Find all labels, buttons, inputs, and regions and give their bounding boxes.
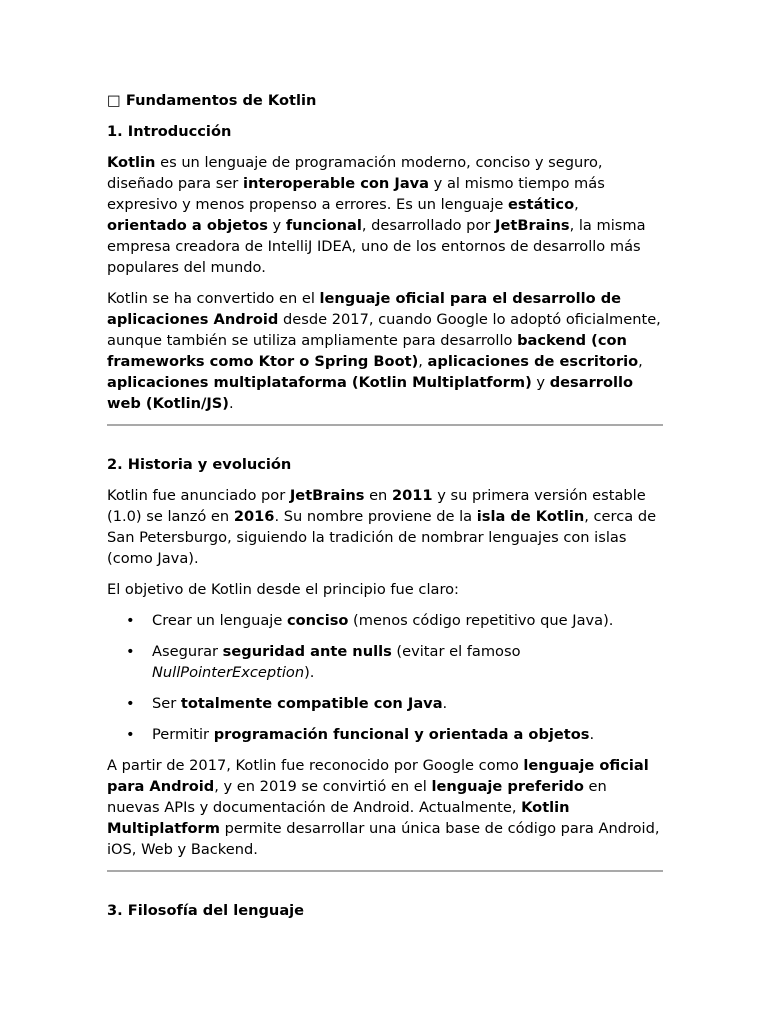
bullet-icon: • <box>126 726 135 743</box>
list-item: • Asegurar seguridad ante nulls (evitar el famoso NullPointerException). <box>126 643 521 681</box>
section-heading-introduccion: 1. Introducción <box>107 123 232 140</box>
document-title <box>107 90 663 111</box>
paragraph: El objetivo de Kotlin desde el principio fue claro: <box>107 581 459 598</box>
document-content <box>107 90 663 931</box>
list-item: • Permitir programación funcional y orientada a objetos. <box>126 726 595 743</box>
section-divider <box>107 424 663 426</box>
paragraph: A partir de 2017, Kotlin fue reconocido por Google como lenguaje oficial para Android, y en 2019 se convirtió en el lenguaje preferido en nuevas APIs y documentación de Android. Actualmente, Kotlin Multiplatform permite desarrollar una única base de código para Android, iOS, Web y Backend. <box>107 757 660 858</box>
paragraph: Kotlin se ha convertido en el lenguaje oficial para el desarrollo de aplicaciones Android desde 2017, cuando Google lo adoptó oficialmente, aunque también se utiliza ampliamente para desarrollo backend (con frameworks como Ktor o Spring Boot), aplicaciones de escritorio, aplicaciones multiplataforma (Kotlin Multiplatform) y desarrollo web (Kotlin/JS). <box>107 290 661 412</box>
paragraph: Kotlin fue anunciado por JetBrains en 2011 y su primera versión estable (1.0) se lanzó en 2016. Su nombre proviene de la isla de Kotlin, cerca de San Petersburgo, siguiendo la tradición de nombrar lenguajes con islas (como Java). <box>107 487 657 567</box>
paragraph: Kotlin es un lenguaje de programación moderno, conciso y seguro, diseñado para ser interoperable con Java y al mismo tiempo más expresivo y menos propenso a errores. Es un lenguaje estático, orientado a objetos y funcional, desarrollado por JetBrains, la misma empresa creadora de IntelliJ IDEA, uno de los entornos de desarrollo más populares del mundo. <box>107 154 646 276</box>
list-item: • Ser totalmente compatible con Java. <box>126 695 448 712</box>
objectives-list <box>107 610 663 745</box>
bullet-icon: • <box>126 612 135 629</box>
list-item: • Crear un lenguaje conciso (menos código repetitivo que Java). <box>126 612 614 629</box>
document-title-text: Fundamentos de Kotlin <box>125 92 317 109</box>
missing-glyph-icon: □ <box>107 92 121 109</box>
section-divider <box>107 870 663 872</box>
section-heading-filosofia: 3. Filosofía del lenguaje <box>107 902 305 919</box>
bullet-icon: • <box>126 643 135 660</box>
section-heading-historia: 2. Historia y evolución <box>107 456 292 473</box>
bullet-icon: • <box>126 695 135 712</box>
